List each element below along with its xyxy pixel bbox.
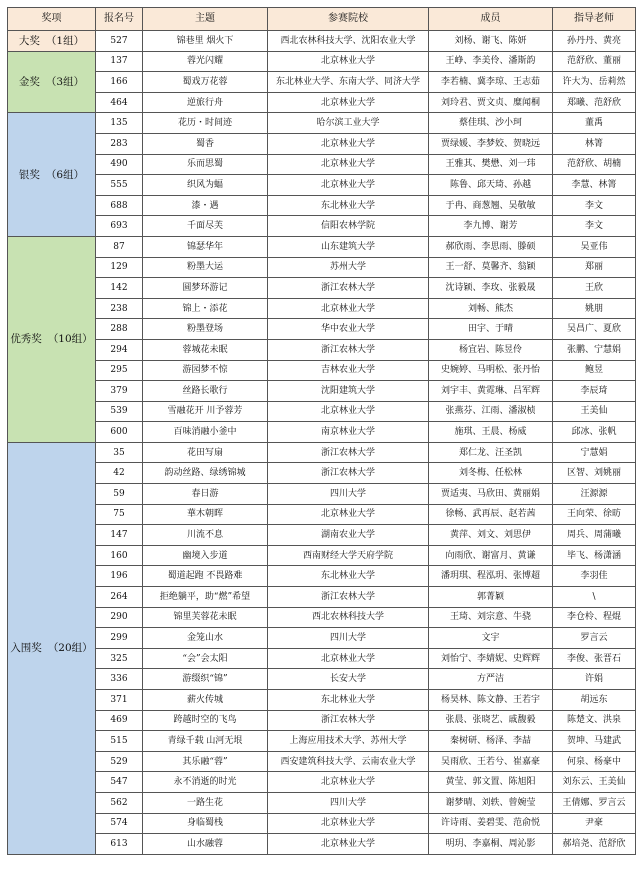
table-row [8, 31, 636, 52]
theme-cell: 拒绝躺平，助“燃”希望 [143, 587, 268, 608]
theme-cell: 锦巷里 烟火下 [143, 31, 268, 52]
theme-cell: 乐而思蜀 [143, 154, 268, 175]
members-cell: 王一舒、莫馨齐、翁颖 [429, 257, 553, 278]
members-cell: 杨宜岩、陈昱伶 [429, 339, 553, 360]
award-group-count: （20组） [47, 642, 93, 655]
school-cell: 上海应用技术大学、苏州大学 [268, 731, 429, 752]
teacher-cell: 姚朋 [553, 298, 636, 319]
reg-no-cell: 336 [96, 669, 143, 690]
reg-no-cell: 129 [96, 257, 143, 278]
members-cell: 吴雨欣、王若兮、崔嘉豪 [429, 751, 553, 772]
reg-no-cell: 135 [96, 113, 143, 134]
school-cell: 北京林业大学 [268, 401, 429, 422]
school-cell: 四川大学 [268, 484, 429, 505]
table-row [8, 484, 636, 505]
school-cell: 东北林业大学、东南大学、同济大学 [268, 72, 429, 93]
theme-cell: 雪融花开 川予蓉芳 [143, 401, 268, 422]
theme-cell: 逆旅行舟 [143, 92, 268, 113]
teacher-cell: 王美仙 [553, 401, 636, 422]
reg-no-cell: 529 [96, 751, 143, 772]
school-cell: 信阳农林学院 [268, 216, 429, 237]
members-cell: 张晨、张晓艺、戚馥毅 [429, 710, 553, 731]
table-row [8, 710, 636, 731]
members-cell: 田宇、于晴 [429, 319, 553, 340]
table-row [8, 298, 636, 319]
school-cell: 北京林业大学 [268, 834, 429, 855]
members-cell: 郭菁颖 [429, 587, 553, 608]
theme-cell: 蜀戏万花蓉 [143, 72, 268, 93]
theme-cell: 锦里芙蓉花未眠 [143, 607, 268, 628]
table-row [8, 772, 636, 793]
theme-cell: 锦瑟华年 [143, 236, 268, 257]
theme-cell: 花历・时间迹 [143, 113, 268, 134]
teacher-cell: 汪源源 [553, 484, 636, 505]
theme-cell: 粉墨登场 [143, 319, 268, 340]
table-row [8, 381, 636, 402]
teacher-cell: 吴亚伟 [553, 236, 636, 257]
teacher-cell: 李文 [553, 216, 636, 237]
theme-cell: 韵动丝路、绿绣锦城 [143, 463, 268, 484]
theme-cell: 漆・遇 [143, 195, 268, 216]
members-cell: 黄萍、刘文、刘思伊 [429, 525, 553, 546]
members-cell: 黄莹、郭文置、陈旭阳 [429, 772, 553, 793]
table-row [8, 154, 636, 175]
teacher-cell: 李慧、林箐 [553, 175, 636, 196]
school-cell: 吉林农业大学 [268, 360, 429, 381]
table-row [8, 257, 636, 278]
reg-no-cell: 539 [96, 401, 143, 422]
table-row [8, 319, 636, 340]
reg-no-cell: 290 [96, 607, 143, 628]
award-group-name: 银奖 [18, 168, 40, 181]
members-cell: 于冉、商葱翘、吴敬敏 [429, 195, 553, 216]
members-cell: 蔡佳琪、沙小珂 [429, 113, 553, 134]
teacher-cell: 胡远东 [553, 690, 636, 711]
members-cell: 谢梦晴、刘轶、曾婉莹 [429, 792, 553, 813]
teacher-cell: 宁慧娟 [553, 442, 636, 463]
school-cell: 长安大学 [268, 669, 429, 690]
table-row [8, 648, 636, 669]
theme-cell: 织风为蝠 [143, 175, 268, 196]
school-cell: 西南财经大学天府学院 [268, 545, 429, 566]
school-cell: 山东建筑大学 [268, 236, 429, 257]
theme-cell: 蓉城花未眠 [143, 339, 268, 360]
members-cell: 刘畅、熊杰 [429, 298, 553, 319]
teacher-cell: 尹豪 [553, 813, 636, 834]
theme-cell: 其乐融“蓉” [143, 751, 268, 772]
members-cell: 郑仁龙、汪圣凯 [429, 442, 553, 463]
reg-no-cell: 693 [96, 216, 143, 237]
theme-cell: 川流不息 [143, 525, 268, 546]
table-row [8, 504, 636, 525]
table-row [8, 422, 636, 443]
award-group-cell [8, 113, 96, 237]
school-cell: 华中农业大学 [268, 319, 429, 340]
theme-cell: 身临蜀栈 [143, 813, 268, 834]
theme-cell: 千面尽芙 [143, 216, 268, 237]
theme-cell: 圆梦环游记 [143, 278, 268, 299]
teacher-cell: \ [553, 587, 636, 608]
theme-cell: 青绿千载 山河无垠 [143, 731, 268, 752]
school-cell: 北京林业大学 [268, 504, 429, 525]
school-cell: 西北农林科技大学 [268, 607, 429, 628]
members-cell: 向雨欣、谢富月、黄谦 [429, 545, 553, 566]
members-cell: 刘玲君、贾文贞、糜闻桐 [429, 92, 553, 113]
members-cell: 潘玥琪、程泓玥、张博超 [429, 566, 553, 587]
table-row [8, 133, 636, 154]
members-cell: 史婉婷、马明松、张丹怡 [429, 360, 553, 381]
header-teacher: 指导老师 [553, 8, 636, 31]
teacher-cell: 刘东云、王美仙 [553, 772, 636, 793]
reg-no-cell: 464 [96, 92, 143, 113]
reg-no-cell: 294 [96, 339, 143, 360]
members-cell: 张燕芬、江雨、潘淑桢 [429, 401, 553, 422]
reg-no-cell: 59 [96, 484, 143, 505]
school-cell: 哈尔滨工业大学 [268, 113, 429, 134]
teacher-cell: 李俊、张晋石 [553, 648, 636, 669]
award-group-cell [8, 442, 96, 854]
members-cell: 许诗雨、姜碧雯、范俞悦 [429, 813, 553, 834]
members-cell: 贾适夷、马欣田、黄丽娟 [429, 484, 553, 505]
school-cell: 浙江农林大学 [268, 710, 429, 731]
award-group-count: （10组） [47, 333, 93, 346]
teacher-cell: 王向荣、徐昉 [553, 504, 636, 525]
teacher-cell: 李羽佳 [553, 566, 636, 587]
reg-no-cell: 299 [96, 628, 143, 649]
reg-no-cell: 288 [96, 319, 143, 340]
members-cell: 徐畅、武再辰、赵若茜 [429, 504, 553, 525]
award-group-cell [8, 51, 96, 113]
theme-cell: 百味消融小釜中 [143, 422, 268, 443]
table-row [8, 690, 636, 711]
teacher-cell: 范舒欣、胡楠 [553, 154, 636, 175]
reg-no-cell: 490 [96, 154, 143, 175]
school-cell: 北京林业大学 [268, 648, 429, 669]
theme-cell: 粉墨大运 [143, 257, 268, 278]
award-group-cell [8, 31, 96, 52]
header-row [8, 8, 636, 31]
teacher-cell: 范舒欣、董丽 [553, 51, 636, 72]
school-cell: 北京林业大学 [268, 813, 429, 834]
theme-cell: 幽境入步道 [143, 545, 268, 566]
teacher-cell: 陈楚文、洪泉 [553, 710, 636, 731]
members-cell: 明玥、李嘉桐、周沁影 [429, 834, 553, 855]
reg-no-cell: 137 [96, 51, 143, 72]
school-cell: 浙江农林大学 [268, 442, 429, 463]
reg-no-cell: 547 [96, 772, 143, 793]
table-row [8, 813, 636, 834]
theme-cell: 一路生花 [143, 792, 268, 813]
school-cell: 北京林业大学 [268, 175, 429, 196]
members-cell: 刘宇丰、黄霓琳、吕军辉 [429, 381, 553, 402]
reg-no-cell: 283 [96, 133, 143, 154]
school-cell: 东北林业大学 [268, 690, 429, 711]
reg-no-cell: 142 [96, 278, 143, 299]
school-cell: 西北农林科技大学、沈阳农业大学 [268, 31, 429, 52]
theme-cell: 永不消逝的时光 [143, 772, 268, 793]
award-group-cell [8, 236, 96, 442]
teacher-cell: 许娟 [553, 669, 636, 690]
school-cell: 沈阳建筑大学 [268, 381, 429, 402]
teacher-cell: 邱冰、张帆 [553, 422, 636, 443]
table-row [8, 72, 636, 93]
members-cell: 沈诗颖、李玫、张毅晟 [429, 278, 553, 299]
teacher-cell: 郑曦、范舒欣 [553, 92, 636, 113]
teacher-cell: 罗言云 [553, 628, 636, 649]
school-cell: 北京林业大学 [268, 154, 429, 175]
teacher-cell: 李文 [553, 195, 636, 216]
members-cell: 贾绿媛、李梦姣、贺晓远 [429, 133, 553, 154]
header-members: 成员 [429, 8, 553, 31]
teacher-cell: 李仓柃、程焜 [553, 607, 636, 628]
teacher-cell: 何泉、杨豪中 [553, 751, 636, 772]
reg-no-cell: 264 [96, 587, 143, 608]
theme-cell: 薪火传城 [143, 690, 268, 711]
members-cell: 陈鲁、邱天琦、孙越 [429, 175, 553, 196]
table-row [8, 628, 636, 649]
table-row [8, 113, 636, 134]
reg-no-cell: 379 [96, 381, 143, 402]
reg-no-cell: 147 [96, 525, 143, 546]
table-row [8, 442, 636, 463]
reg-no-cell: 515 [96, 731, 143, 752]
table-row [8, 607, 636, 628]
reg-no-cell: 325 [96, 648, 143, 669]
reg-no-cell: 196 [96, 566, 143, 587]
theme-cell: 春日游 [143, 484, 268, 505]
teacher-cell: 王倩娜、罗言云 [553, 792, 636, 813]
table-row [8, 278, 636, 299]
table-row [8, 545, 636, 566]
award-group-name: 金奖 [18, 75, 40, 88]
reg-no-cell: 87 [96, 236, 143, 257]
theme-cell: 山水融蓉 [143, 834, 268, 855]
table-row [8, 834, 636, 855]
school-cell: 西安建筑科技大学、云南农业大学 [268, 751, 429, 772]
reg-no-cell: 371 [96, 690, 143, 711]
theme-cell: 丝路长歌行 [143, 381, 268, 402]
members-cell: 文宇 [429, 628, 553, 649]
teacher-cell: 郝培尧、范舒欣 [553, 834, 636, 855]
reg-no-cell: 166 [96, 72, 143, 93]
table-row [8, 339, 636, 360]
members-cell: 刘冬梅、任松林 [429, 463, 553, 484]
members-cell: 王雅其、樊懋、刘一玮 [429, 154, 553, 175]
table-row [8, 463, 636, 484]
teacher-cell: 林箐 [553, 133, 636, 154]
table-row [8, 525, 636, 546]
teacher-cell: 贺坤、马建武 [553, 731, 636, 752]
award-group-count: （3组） [45, 75, 85, 88]
teacher-cell: 张鹏、宁慧娟 [553, 339, 636, 360]
teacher-cell: 吴昌广、夏欣 [553, 319, 636, 340]
theme-cell: 蓉光闪耀 [143, 51, 268, 72]
reg-no-cell: 295 [96, 360, 143, 381]
members-cell: 施琪、王晨、杨威 [429, 422, 553, 443]
school-cell: 北京林业大学 [268, 92, 429, 113]
members-cell: 秦树研、杨泽、李喆 [429, 731, 553, 752]
members-cell: 李九博、谢芳 [429, 216, 553, 237]
theme-cell: 蜀道起跑 不畏路难 [143, 566, 268, 587]
table-row [8, 669, 636, 690]
school-cell: 苏州大学 [268, 257, 429, 278]
teacher-cell: 王欣 [553, 278, 636, 299]
members-cell: 方严洁 [429, 669, 553, 690]
teacher-cell: 周兵、周蒲曦 [553, 525, 636, 546]
reg-no-cell: 35 [96, 442, 143, 463]
theme-cell: 花田写扇 [143, 442, 268, 463]
reg-no-cell: 527 [96, 31, 143, 52]
members-cell: 李若楠、冀李琼、王志茹 [429, 72, 553, 93]
award-table [7, 7, 636, 855]
reg-no-cell: 160 [96, 545, 143, 566]
teacher-cell: 毕飞、杨潇涵 [553, 545, 636, 566]
reg-no-cell: 42 [96, 463, 143, 484]
reg-no-cell: 75 [96, 504, 143, 525]
school-cell: 北京林业大学 [268, 51, 429, 72]
members-cell: 王琦、刘宗意、牛骁 [429, 607, 553, 628]
school-cell: 四川大学 [268, 628, 429, 649]
theme-cell: 游园梦不惊 [143, 360, 268, 381]
award-group-count: （1组） [45, 34, 85, 47]
reg-no-cell: 688 [96, 195, 143, 216]
school-cell: 南京林业大学 [268, 422, 429, 443]
table-row [8, 566, 636, 587]
header-reg-no: 报名号 [96, 8, 143, 31]
reg-no-cell: 555 [96, 175, 143, 196]
table-row [8, 92, 636, 113]
members-cell: 刘杨、谢飞、陈妍 [429, 31, 553, 52]
table-row [8, 216, 636, 237]
award-group-name: 大奖 [18, 34, 40, 47]
theme-cell: 金笼山水 [143, 628, 268, 649]
members-cell: 郝欣雨、李思雨、滕硕 [429, 236, 553, 257]
award-group-name: 优秀奖 [10, 333, 42, 346]
reg-no-cell: 238 [96, 298, 143, 319]
theme-cell: 锦上・添花 [143, 298, 268, 319]
teacher-cell: 孙丹丹、黄亮 [553, 31, 636, 52]
school-cell: 北京林业大学 [268, 772, 429, 793]
members-cell: 杨昊林、陈文静、王若宇 [429, 690, 553, 711]
header-school: 参赛院校 [268, 8, 429, 31]
reg-no-cell: 469 [96, 710, 143, 731]
reg-no-cell: 562 [96, 792, 143, 813]
table-row [8, 236, 636, 257]
school-cell: 湖南农业大学 [268, 525, 429, 546]
table-row [8, 51, 636, 72]
school-cell: 浙江农林大学 [268, 278, 429, 299]
reg-no-cell: 574 [96, 813, 143, 834]
header-theme: 主题 [143, 8, 268, 31]
teacher-cell: 董禹 [553, 113, 636, 134]
reg-no-cell: 613 [96, 834, 143, 855]
table-row [8, 175, 636, 196]
school-cell: 东北林业大学 [268, 566, 429, 587]
award-group-name: 入围奖 [10, 642, 42, 655]
school-cell: 北京林业大学 [268, 133, 429, 154]
theme-cell: 跨越时空的飞鸟 [143, 710, 268, 731]
school-cell: 四川大学 [268, 792, 429, 813]
table-body [8, 31, 636, 855]
table-row [8, 360, 636, 381]
school-cell: 北京林业大学 [268, 298, 429, 319]
theme-cell: 游缀织“锦” [143, 669, 268, 690]
teacher-cell: 许大为、岳莉然 [553, 72, 636, 93]
teacher-cell: 李辰琦 [553, 381, 636, 402]
table-row [8, 401, 636, 422]
teacher-cell: 区智、刘姚丽 [553, 463, 636, 484]
theme-cell: 華木朝晖 [143, 504, 268, 525]
school-cell: 浙江农林大学 [268, 587, 429, 608]
school-cell: 东北林业大学 [268, 195, 429, 216]
table-row [8, 731, 636, 752]
reg-no-cell: 600 [96, 422, 143, 443]
table-row [8, 587, 636, 608]
table-row [8, 792, 636, 813]
school-cell: 浙江农林大学 [268, 463, 429, 484]
award-group-count: （6组） [45, 168, 85, 181]
teacher-cell: 鲍昱 [553, 360, 636, 381]
theme-cell: “会”会太阳 [143, 648, 268, 669]
header-award: 奖项 [8, 8, 96, 31]
members-cell: 王峥、李美伶、潘斯韵 [429, 51, 553, 72]
teacher-cell: 郑丽 [553, 257, 636, 278]
table-row [8, 751, 636, 772]
theme-cell: 蜀香 [143, 133, 268, 154]
members-cell: 刘怡宁、李婧妮、史辉辉 [429, 648, 553, 669]
school-cell: 浙江农林大学 [268, 339, 429, 360]
table-row [8, 195, 636, 216]
